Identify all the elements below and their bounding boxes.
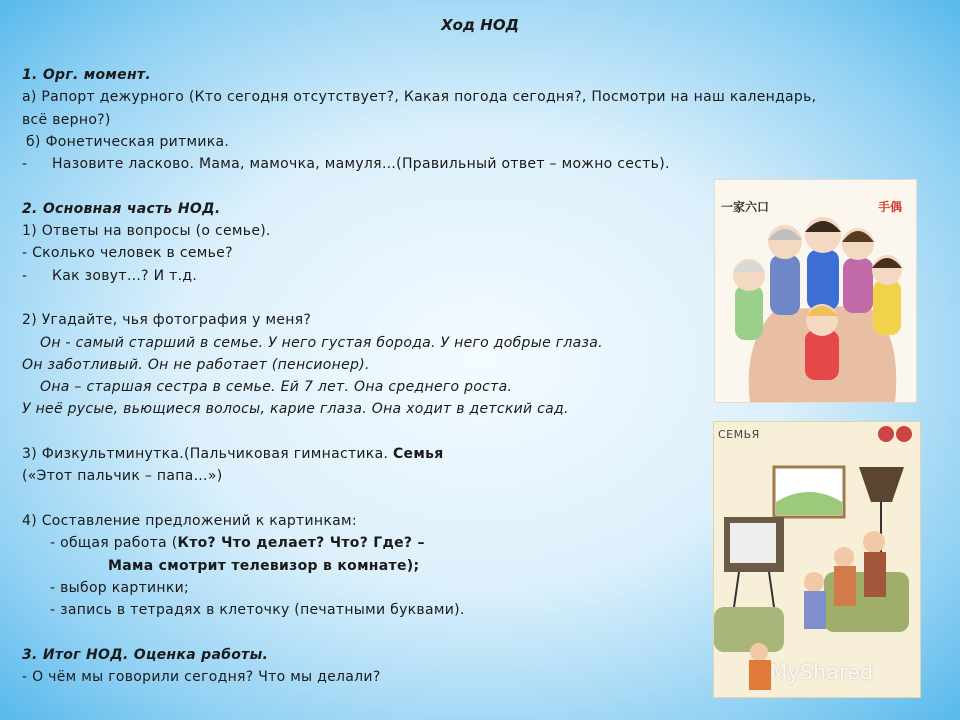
question-4a-bold: Кто? Что делает? Что? Где? – <box>177 535 425 552</box>
puppets-caption-left: 一家六口 <box>721 200 770 214</box>
question-4: 4) Составление предложений к картинкам: <box>22 512 357 529</box>
section-1-item-a-cont: всё верно?) <box>22 111 111 128</box>
puppets-caption-right: 手偶 <box>877 200 902 214</box>
section-1-item-c <box>22 153 722 175</box>
question-1b-text: Как зовут…? И т.д. <box>52 267 198 284</box>
section-1-item-a: а) Рапорт дежурного (Кто сегодня отсутствует?, Какая погода сегодня?, Посмотри на наш календарь, <box>22 89 817 106</box>
question-3 <box>22 443 722 465</box>
finger-puppets-image <box>714 179 917 403</box>
family-room-drawing <box>714 422 920 697</box>
section-2-heading: 2. Основная часть НОД. <box>22 200 221 217</box>
question-3-bold: Семья <box>392 446 444 463</box>
riddle-sister-1: Она – старшая сестра в семье. Ей 7 лет. Она среднего роста. <box>40 379 513 396</box>
family-caption: СЕМЬЯ <box>718 428 760 441</box>
question-4a-text: - общая работа ( <box>50 535 178 552</box>
section-1-heading: 1. Орг. момент. <box>22 67 151 83</box>
section-1-item-b: б) Фонетическая ритмика. <box>26 133 230 150</box>
section-3-line: - О чём мы говорили сегодня? Что мы делали? <box>22 669 381 686</box>
question-2: 2) Угадайте, чья фотография у меня? <box>22 312 312 329</box>
bullet-dash: - <box>22 156 28 173</box>
riddle-grandfather-2: Он заботливый. Он не работает (пенсионер). <box>22 356 370 373</box>
page-title: Ход НОД <box>441 16 519 34</box>
question-3-cont: («Этот пальчик – папа…») <box>22 468 223 485</box>
question-4a-cont: Мама смотрит телевизор в комнате); <box>108 557 420 574</box>
riddle-sister-2: У неё русые, вьющиеся волосы, карие глаза. Она ходит в детский сад. <box>22 401 569 418</box>
question-4c: - запись в тетрадях в клеточку (печатными буквами). <box>50 602 465 619</box>
watermark: MyShared <box>770 660 874 684</box>
bullet-dash: - <box>22 267 28 284</box>
family-illustration <box>713 421 921 698</box>
question-4a <box>22 532 722 554</box>
riddle-grandfather-1: Он - самый старший в семье. У него густая борода. У него добрые глаза. <box>40 334 603 351</box>
question-1b <box>22 265 722 287</box>
question-3-text: 3) Физкультминутка.(Пальчиковая гимнастика. <box>22 446 393 463</box>
section-1-item-c-text: Назовите ласково. Мама, мамочка, мамуля…(Правильный ответ – можно сесть). <box>52 156 670 173</box>
question-1a: - Сколько человек в семье? <box>22 245 233 262</box>
section-3-heading: 3. Итог НОД. Оценка работы. <box>22 646 269 663</box>
question-4b: - выбор картинки; <box>50 579 190 596</box>
question-1: 1) Ответы на вопросы (о семье). <box>22 223 271 240</box>
